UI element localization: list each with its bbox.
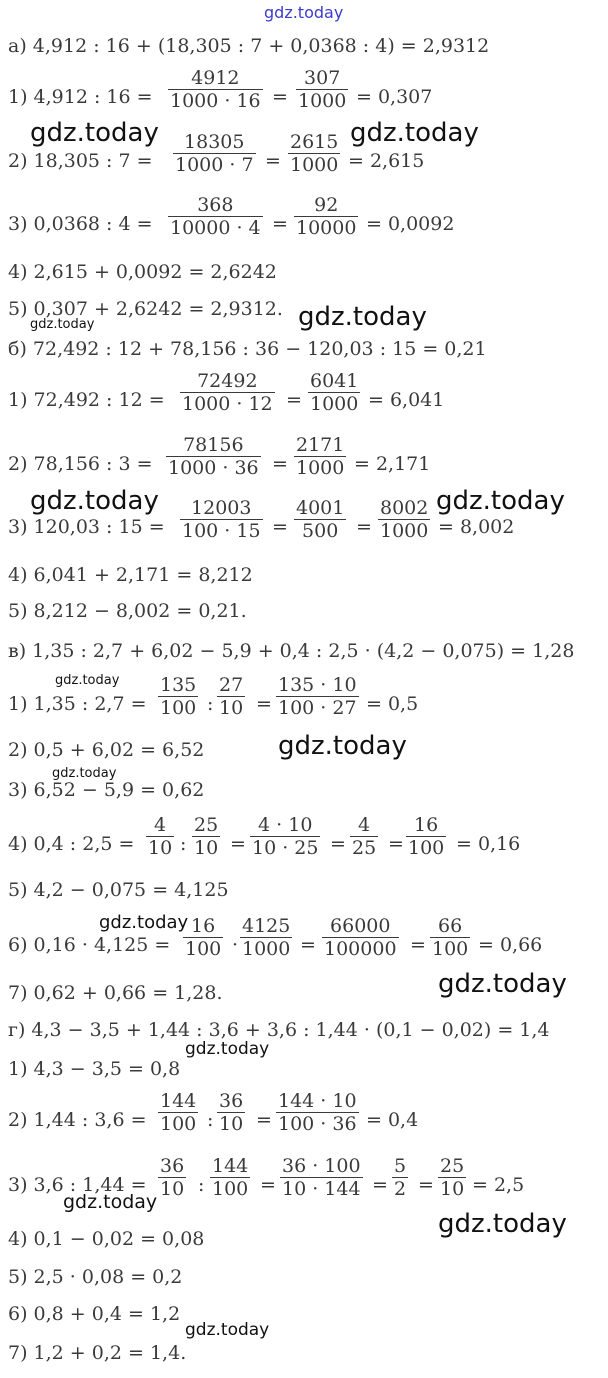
fraction: 4 25	[352, 814, 377, 859]
fraction: 4912 1000 · 16	[170, 67, 261, 112]
task-b-statement: б) 72,492 : 12 + 78,156 : 36 − 120,03 : 15 = 0,21	[8, 338, 487, 360]
fraction: 25 10	[194, 814, 219, 859]
fraction: 4 · 10 10 · 25	[252, 814, 319, 859]
step-v6-result: = 0,66	[478, 934, 543, 956]
fraction: 36 · 100 10 · 144	[282, 1155, 361, 1200]
watermark: gdz.today	[436, 486, 565, 516]
equals-sign: =	[265, 150, 281, 172]
equals-sign: =	[256, 693, 272, 715]
fraction: 4 10	[148, 814, 173, 859]
step-a2-result: = 2,615	[348, 150, 425, 172]
step-v1-prefix: 1) 1,35 : 2,7 =	[8, 693, 147, 715]
step-g2-prefix: 2) 1,44 : 3,6 =	[8, 1109, 147, 1131]
fraction: 78156 1000 · 36	[168, 434, 259, 479]
fraction: 27 10	[219, 674, 244, 719]
step-v5: 5) 4,2 − 0,075 = 4,125	[8, 879, 229, 901]
fraction: 18305 1000 · 7	[175, 131, 254, 176]
step-v6-prefix: 6) 0,16 · 4,125 =	[8, 934, 171, 956]
fraction: 135 · 10 100 · 27	[278, 674, 357, 719]
equals-sign: =	[230, 833, 246, 855]
fraction: 36 10	[160, 1155, 185, 1200]
fraction: 307 1000	[298, 67, 347, 112]
equals-sign: =	[388, 833, 404, 855]
task-g-statement: г) 4,3 − 3,5 + 1,44 : 3,6 + 3,6 : 1,44 · (0,1 − 0,02) = 1,4	[8, 1019, 550, 1041]
step-g3-prefix: 3) 3,6 : 1,44 =	[8, 1174, 147, 1196]
equals-sign: =	[372, 1174, 388, 1196]
task-a-statement: а) 4,912 : 16 + (18,305 : 7 + 0,0368 : 4) = 2,9312	[8, 35, 490, 57]
operator: :	[198, 1174, 205, 1196]
equals-sign: =	[286, 389, 302, 411]
fraction: 25 10	[440, 1155, 465, 1200]
step-g4: 4) 0,1 − 0,02 = 0,08	[8, 1228, 205, 1250]
equals-sign: =	[256, 1109, 272, 1131]
fraction: 66000 100000	[324, 915, 397, 960]
watermark: gdz.today	[55, 673, 120, 688]
step-v4-prefix: 4) 0,4 : 2,5 =	[8, 833, 135, 855]
watermark: gdz.today	[438, 1209, 567, 1239]
watermark: gdz.today	[30, 317, 95, 332]
watermark: gdz.today	[52, 766, 117, 781]
watermark: gdz.today	[63, 1191, 158, 1213]
fraction: 5 2	[394, 1155, 407, 1200]
fraction: 144 100	[160, 1090, 197, 1135]
operator: :	[207, 693, 214, 715]
fraction: 2615 1000	[290, 131, 339, 176]
step-v3: 3) 6,52 − 5,9 = 0,62	[8, 779, 205, 801]
watermark: gdz.today	[298, 302, 427, 332]
fraction: 6041 1000	[310, 370, 359, 415]
step-b2-prefix: 2) 78,156 : 3 =	[8, 453, 153, 475]
fraction: 72492 1000 · 12	[182, 370, 273, 415]
fraction: 135 100	[160, 674, 197, 719]
fraction: 8002 1000	[380, 497, 429, 542]
equals-sign: =	[272, 213, 288, 235]
step-g3-result: = 2,5	[472, 1174, 525, 1196]
equals-sign: =	[330, 833, 346, 855]
step-a3-result: = 0,0092	[366, 213, 455, 235]
step-v4-result: = 0,16	[456, 833, 521, 855]
step-b3-result: = 8,002	[438, 516, 515, 538]
equals-sign: =	[272, 453, 288, 475]
fraction: 144 100	[212, 1155, 249, 1200]
step-g6: 6) 0,8 + 0,4 = 1,2	[8, 1303, 181, 1325]
fraction: 4001 500	[296, 497, 345, 542]
fraction: 36 10	[219, 1090, 244, 1135]
step-b4: 4) 6,041 + 2,171 = 8,212	[8, 564, 253, 586]
step-b5: 5) 8,212 − 8,002 = 0,21.	[8, 600, 247, 622]
step-v7: 7) 0,62 + 0,66 = 1,28.	[8, 982, 223, 1004]
equals-sign: =	[260, 1174, 276, 1196]
watermark: gdz.today	[30, 486, 159, 516]
step-a3-prefix: 3) 0,0368 : 4 =	[8, 213, 153, 235]
step-v2: 2) 0,5 + 6,02 = 6,52	[8, 739, 205, 761]
equals-sign: =	[272, 86, 288, 108]
step-a1-result: = 0,307	[356, 86, 433, 108]
operator: :	[180, 833, 187, 855]
step-g1: 1) 4,3 − 3,5 = 0,8	[8, 1058, 181, 1080]
step-g5: 5) 2,5 · 0,08 = 0,2	[8, 1266, 183, 1288]
step-a2-prefix: 2) 18,305 : 7 =	[8, 150, 153, 172]
watermark: gdz.today	[350, 118, 479, 148]
step-a5: 5) 0,307 + 2,6242 = 2,9312.	[8, 298, 283, 320]
task-v-statement: в) 1,35 : 2,7 + 6,02 − 5,9 + 0,4 : 2,5 · (4,2 − 0,075) = 1,28	[8, 640, 575, 662]
step-v1-result: = 0,5	[366, 693, 419, 715]
fraction: 368 10000 · 4	[170, 194, 261, 239]
fraction: 4125 1000	[242, 915, 291, 960]
watermark-top: gdz.today	[264, 3, 344, 22]
fraction: 12003 100 · 15	[182, 497, 261, 542]
watermark: gdz.today	[438, 969, 567, 999]
equals-sign: =	[410, 934, 426, 956]
step-b1-result: = 6,041	[368, 389, 445, 411]
equals-sign: =	[356, 516, 372, 538]
fraction: 92 10000	[296, 194, 357, 239]
watermark: gdz.today	[99, 912, 189, 933]
fraction: 2171 1000	[296, 434, 345, 479]
watermark: gdz.today	[185, 1039, 270, 1059]
watermark: gdz.today	[185, 1320, 270, 1340]
step-b2-result: = 2,171	[354, 453, 431, 475]
step-b3-prefix: 3) 120,03 : 15 =	[8, 516, 165, 538]
watermark: gdz.today	[278, 731, 407, 761]
fraction: 144 · 10 100 · 36	[278, 1090, 357, 1135]
equals-sign: =	[418, 1174, 434, 1196]
fraction: 16 100	[408, 814, 445, 859]
equals-sign: =	[272, 516, 288, 538]
step-g7: 7) 1,2 + 0,2 = 1,4.	[8, 1342, 187, 1364]
step-a4: 4) 2,615 + 0,0092 = 2,6242	[8, 261, 277, 283]
fraction: 66 100	[432, 915, 469, 960]
operator: :	[207, 1109, 214, 1131]
fraction: 16 100	[185, 915, 222, 960]
watermark: gdz.today	[30, 118, 159, 148]
step-b1-prefix: 1) 72,492 : 12 =	[8, 389, 165, 411]
operator: ·	[232, 934, 239, 956]
step-a1-prefix: 1) 4,912 : 16 =	[8, 86, 153, 108]
equals-sign: =	[300, 934, 316, 956]
step-g2-result: = 0,4	[366, 1109, 419, 1131]
